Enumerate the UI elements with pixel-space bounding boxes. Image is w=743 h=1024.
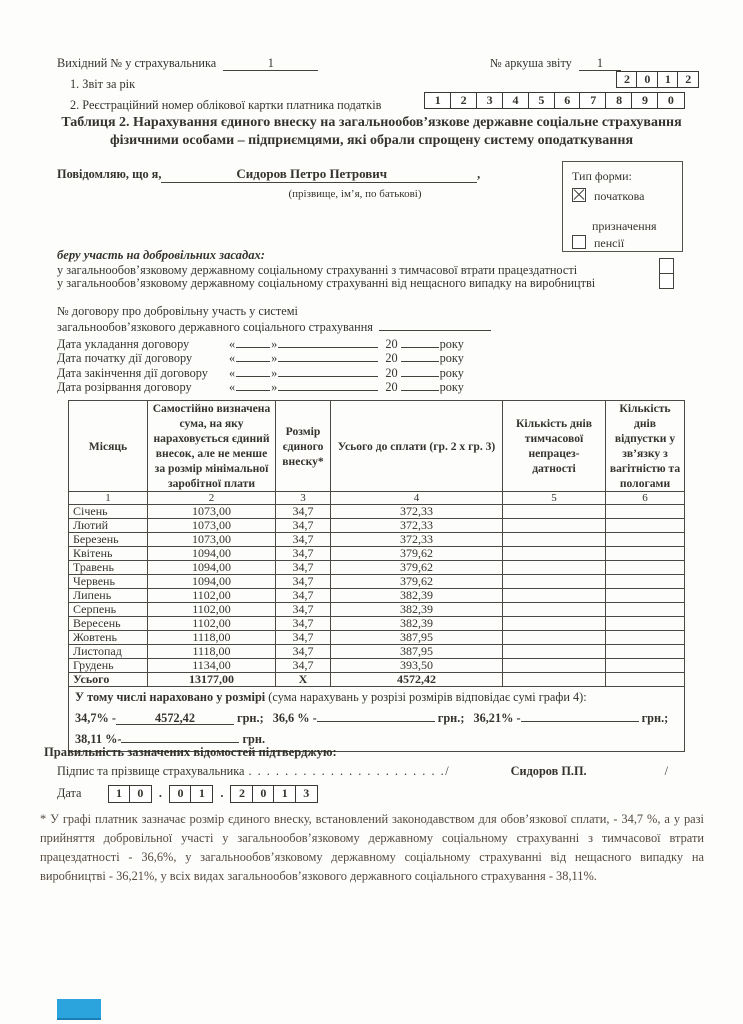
digit-cell: 4 <box>502 92 530 109</box>
cell-month: Вересень <box>69 617 148 631</box>
table-row <box>69 505 685 519</box>
cell-rate: 34,7 <box>276 505 331 519</box>
cell-rate: 34,7 <box>276 589 331 603</box>
breakdown-value: 4572,42 <box>155 710 195 725</box>
form-title: Таблиця 2. Нарахування єдиного внеску на загальнообов’язкове державне соціальне страхування фізичними особами – підприємцями, які обрали спрощену систему оподаткування <box>61 115 682 149</box>
cell-sick-days <box>503 561 606 575</box>
year-prefix: 20 <box>385 365 398 380</box>
contract-line2: загальнообов’язкового державного соціального страхування <box>57 320 373 334</box>
sheet-number-row <box>490 56 621 71</box>
registration-number-label: 2. Реєстраційний номер облікової картки платника податків <box>70 98 382 112</box>
digit-cell: 6 <box>554 92 582 109</box>
quote-close-mark: » <box>271 380 278 394</box>
table-row <box>69 561 685 575</box>
confirm-heading: Правильність зазначених відомостей підтверджую: <box>44 745 337 759</box>
form-type-box <box>562 161 683 252</box>
digit-cell: 1 <box>657 71 679 88</box>
table-row <box>69 589 685 603</box>
date-group <box>108 785 152 803</box>
form-type-option-pension-line2: пенсії <box>594 236 625 250</box>
date-label: Дата <box>57 786 82 800</box>
cell-sick-days <box>503 631 606 645</box>
signature-slash-1: / <box>445 764 449 778</box>
quote-open-mark: « <box>229 365 236 380</box>
year-suffix: року <box>439 365 464 380</box>
day-blank <box>236 364 270 377</box>
registration-number-boxes <box>424 92 685 109</box>
table-row <box>69 603 685 617</box>
cell-month: Січень <box>69 505 148 519</box>
contract-date-label: Дата початку дії договору <box>57 351 193 365</box>
col-num-4: 4 <box>331 492 503 505</box>
contract-line2-row <box>57 318 491 334</box>
contract-date-row <box>57 349 491 363</box>
outgoing-number-row <box>57 56 318 71</box>
cell-sick-days <box>503 547 606 561</box>
col-num-5: 5 <box>503 492 606 505</box>
breakdown-item <box>75 732 265 746</box>
cell-rate: 34,7 <box>276 575 331 589</box>
cell-amount: 1073,00 <box>148 505 276 519</box>
signature-row <box>57 764 668 779</box>
header-sick-days: Кількість днів тимчасової непрацез- датності <box>503 401 606 492</box>
table-row <box>69 533 685 547</box>
outgoing-number-value: 1 <box>223 56 318 71</box>
day-blank <box>236 335 270 348</box>
year-suffix: року <box>439 351 464 365</box>
cell-total: 379,62 <box>331 547 503 561</box>
column-numbers-row <box>69 492 685 505</box>
digit-cell: 5 <box>528 92 556 109</box>
date-dot: . <box>158 786 162 800</box>
cell-amount: 1073,00 <box>148 519 276 533</box>
cell-total: 382,39 <box>331 589 503 603</box>
table-row <box>69 547 685 561</box>
breakdown-item <box>273 711 465 725</box>
cell-maternity-days <box>606 631 685 645</box>
cell-rate: 34,7 <box>276 547 331 561</box>
voluntary-checkboxes <box>659 258 674 289</box>
year-suffix: року <box>439 336 464 351</box>
signature-dotted-line: . . . . . . . . . . . . . . . . . . . . . . <box>248 764 446 778</box>
cell-rate: 34,7 <box>276 519 331 533</box>
voluntary-heading: беру участь на добровільних засадах: <box>57 248 265 262</box>
header-rate: Розмір єдиного внеску* <box>276 401 331 492</box>
breakdown-item <box>75 711 264 725</box>
contract-date-row <box>57 335 491 349</box>
breakdown-blank <box>521 709 639 722</box>
cell-month: Квітень <box>69 547 148 561</box>
date-group <box>230 785 317 803</box>
digit-cell: 1 <box>273 785 296 803</box>
cell-amount: 1134,00 <box>148 659 276 673</box>
table-row <box>69 659 685 673</box>
total-label: Усього <box>69 673 148 687</box>
voluntary-section <box>57 249 595 291</box>
cell-total: 387,95 <box>331 631 503 645</box>
cell-total: 387,95 <box>331 645 503 659</box>
day-blank <box>236 349 270 362</box>
total-amount: 13177,00 <box>148 673 276 687</box>
month-blank <box>278 364 378 377</box>
checkbox-initial-checked-icon <box>572 188 586 202</box>
contract-date-row <box>57 378 491 392</box>
year-prefix: 20 <box>385 336 398 351</box>
cell-month: Березень <box>69 533 148 547</box>
blue-marker <box>57 999 101 1020</box>
cell-amount: 1094,00 <box>148 575 276 589</box>
total-sum: 4572,42 <box>331 673 503 687</box>
day-blank <box>236 378 270 391</box>
form-type-option-initial-label: початкова <box>594 189 645 203</box>
breakdown-blank <box>317 709 435 722</box>
breakdown-unit: грн.; <box>437 710 465 725</box>
form-type-option-pension-line1: призначення <box>592 219 657 233</box>
cell-sick-days <box>503 589 606 603</box>
cell-maternity-days <box>606 617 685 631</box>
cell-maternity-days <box>606 505 685 519</box>
year-blank <box>401 335 439 348</box>
breakdown-pct: 38,11 %- <box>75 732 122 747</box>
table-row <box>69 575 685 589</box>
total-rate: X <box>276 673 331 687</box>
year-blank <box>401 378 439 391</box>
contract-number-blank <box>379 318 491 331</box>
digit-cell: 2 <box>450 92 478 109</box>
table-header-row <box>69 401 685 492</box>
col-num-3: 3 <box>276 492 331 505</box>
digit-cell: 8 <box>605 92 633 109</box>
cell-amount: 1094,00 <box>148 547 276 561</box>
cell-rate: 34,7 <box>276 561 331 575</box>
table-row <box>69 519 685 533</box>
date-dot: . <box>220 786 224 800</box>
breakdown-item <box>473 711 668 725</box>
year-prefix: 20 <box>385 380 398 394</box>
cell-total: 382,39 <box>331 617 503 631</box>
breakdown-blank <box>121 730 239 743</box>
cell-maternity-days <box>606 575 685 589</box>
cell-maternity-days <box>606 645 685 659</box>
cell-amount: 1118,00 <box>148 645 276 659</box>
checkbox-disability-empty-icon <box>659 258 674 274</box>
contract-date-rows <box>57 335 491 393</box>
checkbox-accident-empty-icon <box>659 273 674 289</box>
digit-cell: 2 <box>230 785 253 803</box>
contributions-table <box>68 400 685 752</box>
contract-date-label: Дата розірвання договору <box>57 380 192 394</box>
table-row <box>69 645 685 659</box>
digit-cell: 9 <box>631 92 659 109</box>
cell-maternity-days <box>606 561 685 575</box>
year-blank <box>401 349 439 362</box>
digit-cell: 0 <box>169 785 192 803</box>
declaration-prefix: Повідомляю, що я, <box>57 167 162 181</box>
digit-cell: 1 <box>108 785 131 803</box>
digit-cell: 0 <box>636 71 658 88</box>
month-blank <box>278 349 378 362</box>
date-row <box>57 784 318 803</box>
header-maternity-days: Кількість днів відпустки у зв’язку з вагітністю та пологами <box>606 401 685 492</box>
cell-total: 379,62 <box>331 561 503 575</box>
digit-cell: 3 <box>295 785 318 803</box>
cell-total: 372,33 <box>331 519 503 533</box>
cell-sick-days <box>503 659 606 673</box>
cell-total: 382,39 <box>331 603 503 617</box>
breakdown-unit: грн.; <box>641 710 669 725</box>
cell-month: Лютий <box>69 519 148 533</box>
breakdown-note: У тому числі нараховано у розмірі (сума нарахувань у розрізі розмірів відповідає сумі графи 4): <box>75 690 587 705</box>
header-month: Місяць <box>69 401 148 492</box>
cell-month: Травень <box>69 561 148 575</box>
voluntary-line-accident: у загальнообов’язковому державному соціальному страхуванні від нещасного випадку на виробництві <box>57 276 596 290</box>
col-num-6: 6 <box>606 492 685 505</box>
contract-date-label: Дата закінчення дії договору <box>57 365 208 380</box>
digit-cell: 0 <box>657 92 685 109</box>
digit-cell: 1 <box>424 92 452 109</box>
breakdown-row <box>69 687 685 752</box>
signature-slash-2: / <box>664 764 669 778</box>
cell-rate: 34,7 <box>276 659 331 673</box>
breakdown-unit: грн. <box>242 732 266 747</box>
digit-cell: 3 <box>476 92 504 109</box>
cell-month: Липень <box>69 589 148 603</box>
contract-section <box>57 304 491 392</box>
signatory-name: Сидоров П.П. <box>510 764 587 778</box>
cell-month: Жовтень <box>69 631 148 645</box>
date-group <box>169 785 213 803</box>
cell-month: Червень <box>69 575 148 589</box>
col-num-1: 1 <box>69 492 148 505</box>
declaration-comma: , <box>477 167 481 181</box>
cell-rate: 34,7 <box>276 533 331 547</box>
voluntary-line-disability: у загальнообов’язковому державному соціальному страхуванні з тимчасової втрати працездатності <box>57 262 578 277</box>
digit-cell: 2 <box>677 71 699 88</box>
quote-open-mark: « <box>229 380 236 394</box>
table-row <box>69 617 685 631</box>
month-blank <box>278 378 378 391</box>
footnote-text: * У графі платник зазначає розмір єдиного внеску, встановлений законодавством для обов’язкової сплати, - 34,7 %, а у разі прийняття добровільної участі у загальнообов’язковому державному соціальному страхуванні з тимчасової втрати працездатності - 36,6%, у загальнообов’язковому державному соціальному страхуванні від нещасного випадку на виробництві - 36,21%, у всіх видах загальнообов’язкового державного соціального страхування - 38,11%. <box>40 812 704 883</box>
total-sick <box>503 673 606 687</box>
total-row <box>69 673 685 687</box>
digit-cell: 7 <box>579 92 607 109</box>
breakdown-unit: грн.; <box>237 710 264 725</box>
cell-amount: 1094,00 <box>148 561 276 575</box>
digit-cell: 0 <box>252 785 275 803</box>
cell-month: Серпень <box>69 603 148 617</box>
contract-date-label: Дата укладання договору <box>57 336 190 351</box>
name-hint: (прізвище, ім’я, по батькові) <box>288 188 422 200</box>
sheet-number-label: № аркуша звіту <box>490 56 572 70</box>
cell-rate: 34,7 <box>276 603 331 617</box>
cell-total: 372,33 <box>331 505 503 519</box>
cell-maternity-days <box>606 659 685 673</box>
year-boxes <box>616 71 699 88</box>
total-maternity <box>606 673 685 687</box>
breakdown-pct: 36,6 % - <box>272 710 317 725</box>
cell-total: 393,50 <box>331 659 503 673</box>
breakdown-line-1 <box>75 709 678 726</box>
cell-maternity-days <box>606 589 685 603</box>
breakdown-blank <box>116 712 234 725</box>
months-body <box>69 505 685 673</box>
cell-rate: 34,7 <box>276 631 331 645</box>
sheet-number-value: 1 <box>579 56 621 71</box>
insured-name-line <box>161 166 477 183</box>
year-prefix: 20 <box>385 351 398 365</box>
cell-total: 379,62 <box>331 575 503 589</box>
quote-close-mark: » <box>271 365 278 380</box>
quote-close-mark: » <box>271 336 278 351</box>
cell-sick-days <box>503 519 606 533</box>
insured-name: Сидоров Петро Петрович <box>236 166 388 181</box>
cell-sick-days <box>503 645 606 659</box>
contract-date-row <box>57 364 491 378</box>
quote-open-mark: « <box>229 351 236 365</box>
breakdown-pct: 34,7% - <box>75 710 116 725</box>
cell-amount: 1102,00 <box>148 589 276 603</box>
cell-month: Листопад <box>69 645 148 659</box>
digit-cell: 0 <box>129 785 152 803</box>
month-blank <box>278 335 378 348</box>
cell-maternity-days <box>606 547 685 561</box>
cell-month: Грудень <box>69 659 148 673</box>
quote-close-mark: » <box>271 351 278 365</box>
digit-cell: 2 <box>616 71 638 88</box>
cell-sick-days <box>503 505 606 519</box>
breakdown-pct: 36,21% - <box>473 710 521 725</box>
cell-sick-days <box>503 575 606 589</box>
cell-sick-days <box>503 533 606 547</box>
cell-total: 372,33 <box>331 533 503 547</box>
cell-maternity-days <box>606 603 685 617</box>
cell-sick-days <box>503 617 606 631</box>
table-row <box>69 631 685 645</box>
cell-amount: 1118,00 <box>148 631 276 645</box>
cell-amount: 1073,00 <box>148 533 276 547</box>
year-suffix: року <box>439 380 464 394</box>
cell-rate: 34,7 <box>276 617 331 631</box>
cell-maternity-days <box>606 533 685 547</box>
header-total: Усього до сплати (гр. 2 х гр. 3) <box>331 401 503 492</box>
cell-rate: 34,7 <box>276 645 331 659</box>
quote-open-mark: « <box>229 336 236 351</box>
outgoing-number-label: Вихідний № у страхувальника <box>57 56 217 70</box>
form-type-option-initial <box>572 188 682 204</box>
declaration-row <box>57 166 480 183</box>
cell-amount: 1102,00 <box>148 603 276 617</box>
checkbox-pension-empty-icon <box>572 235 586 249</box>
report-year-label: 1. Звіт за рік <box>70 77 136 91</box>
year-blank <box>401 364 439 377</box>
cell-amount: 1102,00 <box>148 617 276 631</box>
signature-label: Підпис та прізвище страхувальника <box>57 764 245 778</box>
header-amount: Самостійно визначена сума, на яку нараховується єдиний внесок, але не менше за розмір мінімальної заробітної плати <box>148 401 276 492</box>
contract-line1: № договору про добровільну участь у системі <box>57 304 298 318</box>
digit-cell: 1 <box>190 785 213 803</box>
form-type-label: Тип форми: <box>572 169 632 183</box>
col-num-2: 2 <box>148 492 276 505</box>
date-boxes <box>108 784 318 803</box>
cell-maternity-days <box>606 519 685 533</box>
cell-sick-days <box>503 603 606 617</box>
